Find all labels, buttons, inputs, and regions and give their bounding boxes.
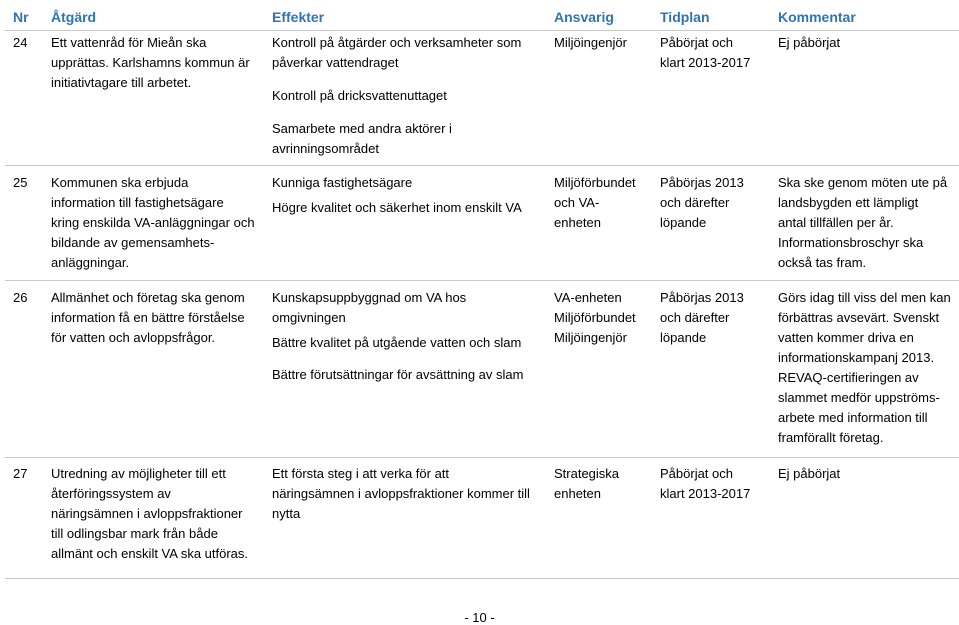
- cell-line: information få en bättre förståelse: [51, 310, 245, 325]
- cell-line: Allmänhet och företag ska genom: [51, 290, 245, 305]
- cell-line: Ej påbörjat: [778, 466, 841, 481]
- tidplan-cell: [660, 288, 772, 348]
- cell-line: för vatten och avloppsfrågor.: [51, 330, 216, 345]
- cell-line: bildande av gemensamhets-: [51, 235, 215, 250]
- divider: [5, 165, 959, 166]
- cell-line: Miljöingenjör: [554, 330, 627, 345]
- cell-line: allmänt och enskilt VA ska utföras.: [51, 546, 249, 561]
- effekt-paragraph: [272, 464, 547, 524]
- atgard-cell: [51, 173, 261, 273]
- cell-line: omgivningen: [272, 310, 346, 325]
- cell-line: Påbörjat och: [660, 35, 733, 50]
- effekt-paragraph: [272, 333, 547, 353]
- cell-line: Påbörjas 2013: [660, 290, 744, 305]
- cell-line: Utredning av möjligheter till ett: [51, 466, 226, 481]
- cell-line: antal tillfällen per år.: [778, 215, 894, 230]
- ansvarig-cell: [554, 288, 654, 348]
- cell-line: näringsämnen i avloppsfraktioner kommer till: [272, 486, 530, 501]
- effekt-paragraph: [272, 33, 547, 73]
- ansvarig-cell: [554, 33, 654, 53]
- cell-line: arbete med information till: [778, 410, 928, 425]
- header-tidplan: Tidplan: [660, 9, 710, 25]
- divider: [5, 578, 959, 579]
- cell-line: avrinningsområdet: [272, 141, 379, 156]
- cell-line: slammet medför uppströms-: [778, 390, 940, 405]
- cell-line: återföringssystem av: [51, 486, 171, 501]
- cell-line: och därefter: [660, 195, 730, 210]
- row-number: 27: [13, 466, 28, 481]
- cell-line: informationskampanj 2013.: [778, 350, 935, 365]
- cell-line: initiativtagare till arbetet.: [51, 75, 192, 90]
- cell-line: Kontroll på dricksvattenuttaget: [272, 88, 447, 103]
- cell-line: kring enskilda VA-anläggningar och: [51, 215, 255, 230]
- header-atgard: Åtgärd: [51, 9, 97, 25]
- cell-line: också tas fram.: [778, 255, 867, 270]
- tidplan-cell: [660, 464, 772, 504]
- cell-line: klart 2013-2017: [660, 486, 751, 501]
- row-number: 25: [13, 175, 28, 190]
- cell-line: vatten kommer driva en: [778, 330, 914, 345]
- divider: [5, 30, 959, 31]
- cell-line: till odlingsbar mark från både: [51, 526, 218, 541]
- ansvarig-cell: [554, 173, 654, 233]
- cell-line: nytta: [272, 506, 301, 521]
- divider: [5, 280, 959, 281]
- cell-line: enheten: [554, 215, 601, 230]
- cell-line: Bättre kvalitet på utgående vatten och slam: [272, 335, 522, 350]
- cell-line: påverkar vattendraget: [272, 55, 399, 70]
- kommentar-cell: [778, 33, 956, 53]
- cell-line: Påbörjat och: [660, 466, 733, 481]
- atgard-cell: [51, 464, 261, 564]
- header-ansvarig: Ansvarig: [554, 9, 614, 25]
- ansvarig-cell: [554, 464, 654, 504]
- cell-line: Görs idag till viss del men kan: [778, 290, 951, 305]
- kommentar-cell: [778, 288, 956, 448]
- cell-line: VA-enheten: [554, 290, 622, 305]
- cell-line: löpande: [660, 330, 707, 345]
- cell-line: Miljöförbundet: [554, 175, 636, 190]
- cell-line: Ett vattenråd för Mieån ska: [51, 35, 207, 50]
- cell-line: löpande: [660, 215, 707, 230]
- cell-line: Miljöingenjör: [554, 35, 627, 50]
- cell-line: anläggningar.: [51, 255, 130, 270]
- cell-line: Påbörjas 2013: [660, 175, 744, 190]
- table-header: [0, 0, 959, 34]
- cell-line: framförallt företag.: [778, 430, 884, 445]
- effekt-paragraph: [272, 288, 547, 328]
- kommentar-cell: [778, 464, 956, 484]
- row-number: 24: [13, 35, 28, 50]
- kommentar-cell: [778, 173, 956, 273]
- row-number: 26: [13, 290, 28, 305]
- cell-line: förbättras avsevärt. Svenskt: [778, 310, 940, 325]
- atgard-cell: [51, 288, 261, 348]
- cell-line: Högre kvalitet och säkerhet inom enskilt VA: [272, 200, 522, 215]
- cell-line: Informationsbroschyr ska: [778, 235, 924, 250]
- header-effekter: Effekter: [272, 9, 325, 25]
- cell-line: landsbygden ett lämpligt: [778, 195, 919, 210]
- cell-line: REVAQ-certifieringen av: [778, 370, 919, 385]
- cell-line: klart 2013-2017: [660, 55, 751, 70]
- cell-line: Ska ske genom möten ute på: [778, 175, 948, 190]
- effekt-paragraph: [272, 86, 547, 106]
- cell-line: Kunniga fastighetsägare: [272, 175, 413, 190]
- cell-line: information till fastighetsägare: [51, 195, 224, 210]
- tidplan-cell: [660, 173, 772, 233]
- effekt-paragraph: [272, 119, 547, 159]
- cell-line: enheten: [554, 486, 601, 501]
- cell-line: Kontroll på åtgärder och verksamheter som: [272, 35, 522, 50]
- cell-line: Samarbete med andra aktörer i: [272, 121, 452, 136]
- cell-line: upprättas. Karlshamns kommun är: [51, 55, 250, 70]
- cell-line: Bättre förutsättningar för avsättning av slam: [272, 367, 524, 382]
- tidplan-cell: [660, 33, 772, 73]
- cell-line: och VA-: [554, 195, 600, 210]
- cell-line: Ett första steg i att verka för att: [272, 466, 450, 481]
- header-kommentar: Kommentar: [778, 9, 856, 25]
- page-number: - 10 -: [464, 610, 495, 625]
- cell-line: Kunskapsuppbyggnad om VA hos: [272, 290, 467, 305]
- header-nr: Nr: [13, 9, 29, 25]
- effekt-paragraph: [272, 198, 547, 218]
- effekt-paragraph: [272, 365, 547, 385]
- cell-line: Miljöförbundet: [554, 310, 636, 325]
- divider: [5, 457, 959, 458]
- cell-line: näringsämnen i avloppsfraktioner: [51, 506, 243, 521]
- effekt-paragraph: [272, 173, 547, 193]
- atgard-cell: [51, 33, 261, 93]
- cell-line: Strategiska: [554, 466, 620, 481]
- cell-line: Ej påbörjat: [778, 35, 841, 50]
- cell-line: Kommunen ska erbjuda: [51, 175, 189, 190]
- cell-line: och därefter: [660, 310, 730, 325]
